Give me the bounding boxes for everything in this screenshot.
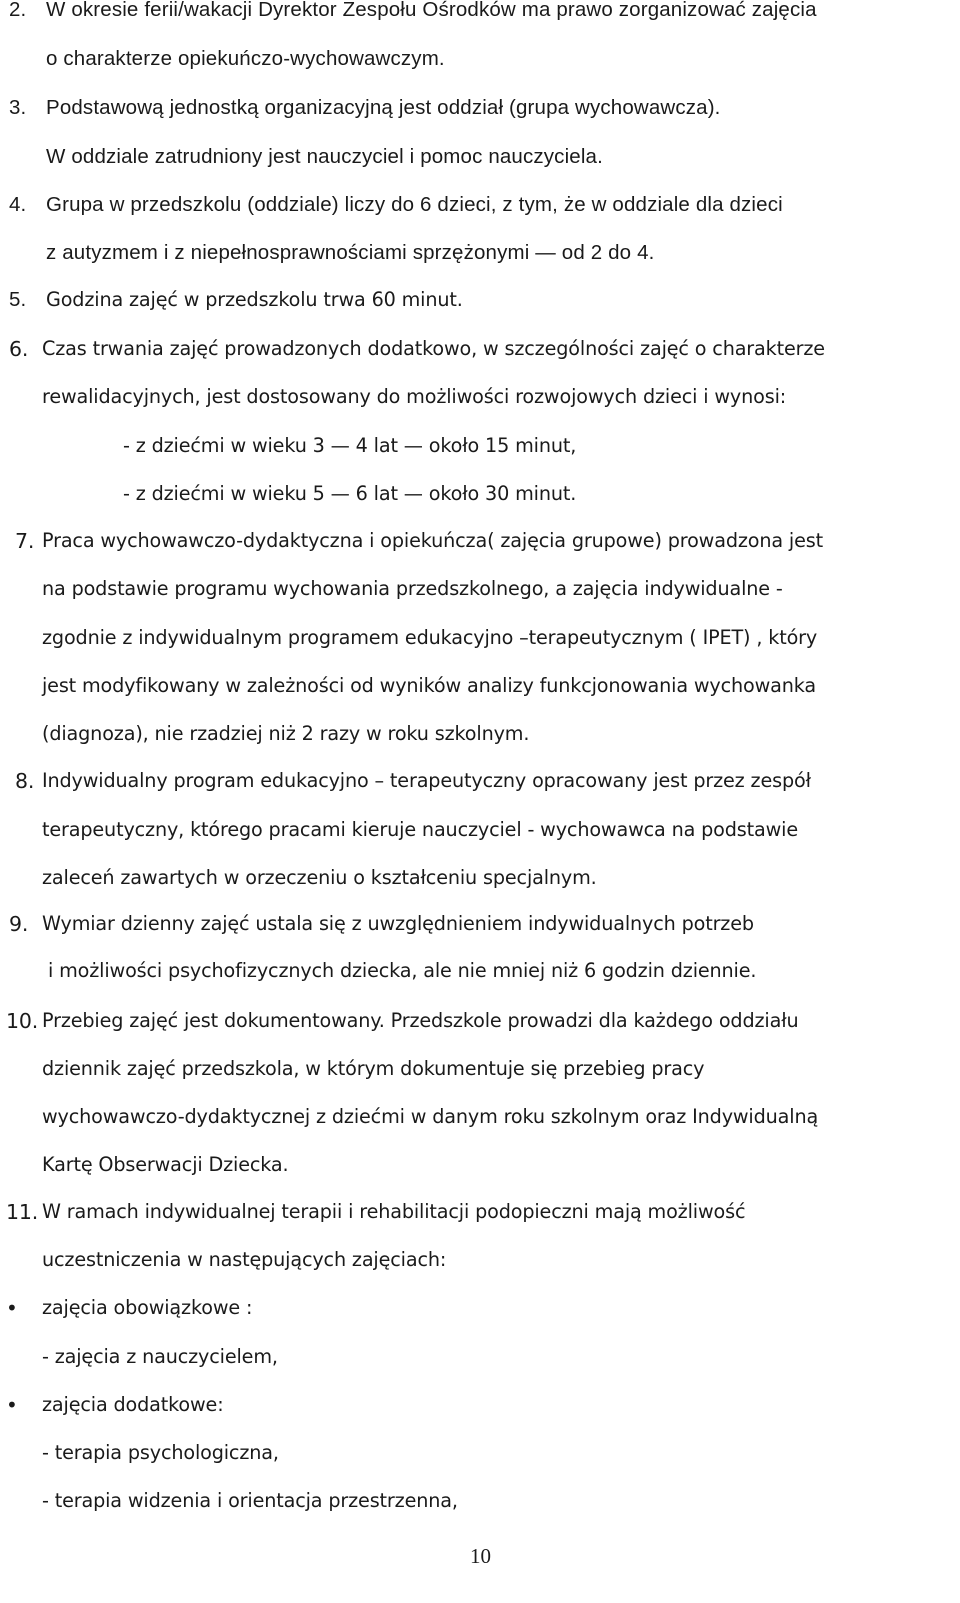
item-7-number: 7. <box>15 529 35 553</box>
bullet-2-sub-2: - terapia widzenia i orientacja przestrzenna, <box>42 1489 458 1512</box>
item-7-line-1: Praca wychowawczo-dydaktyczna i opiekuńcza( zajęcia grupowe) prowadzona jest <box>42 529 823 552</box>
item-10-line-2: dziennik zajęć przedszkola, w którym dokumentuje się przebieg pracy <box>42 1057 705 1080</box>
bullet-2-symbol: • <box>6 1393 18 1417</box>
item-3-line-1: Podstawową jednostką organizacyjną jest oddział (grupa wychowawcza). <box>46 96 721 119</box>
item-9-line-2: i możliwości psychofizycznych dziecka, ale nie mniej niż 6 godzin dziennie. <box>48 959 757 982</box>
item-3-number: 3. <box>9 96 27 119</box>
item-5-line-1: Godzina zajęć w przedszkolu trwa 60 minut. <box>46 288 463 311</box>
item-10-line-1: Przebieg zajęć jest dokumentowany. Przedszkole prowadzi dla każdego oddziału <box>42 1009 799 1032</box>
item-8-number: 8. <box>15 769 35 793</box>
item-6-line-1: Czas trwania zajęć prowadzonych dodatkowo, w szczególności zajęć o charakterze <box>42 337 825 360</box>
item-7-line-4: jest modyfikowany w zależności od wyników analizy funkcjonowania wychowanka <box>42 674 817 697</box>
item-4-number: 4. <box>9 193 27 216</box>
bullet-2-sub-1: - terapia psychologiczna, <box>42 1441 279 1464</box>
item-7-line-2: na podstawie programu wychowania przedszkolnego, a zajęcia indywidualne - <box>42 577 783 600</box>
item-6-sub-1: - z dziećmi w wieku 3 — 4 lat — około 15 minut, <box>123 434 577 457</box>
item-8-line-3: zaleceń zawartych w orzeczeniu o kształceniu specjalnym. <box>42 866 597 889</box>
item-2-line-1: W okresie ferii/wakacji Dyrektor Zespołu Ośrodków ma prawo zorganizować zajęcia <box>46 0 817 21</box>
item-2-number: 2. <box>9 0 27 21</box>
page-number: 10 <box>470 1544 491 1568</box>
item-10-line-3: wychowawczo-dydaktycznej z dziećmi w danym roku szkolnym oraz Indywidualną <box>42 1105 819 1128</box>
item-3-line-2: W oddziale zatrudniony jest nauczyciel i pomoc nauczyciela. <box>46 145 603 168</box>
item-9-line-1: Wymiar dzienny zajęć ustala się z uwzględnieniem indywidualnych potrzeb <box>42 912 754 935</box>
bullet-1-sub-1: - zajęcia z nauczycielem, <box>42 1345 278 1368</box>
item-11-number: 11. <box>6 1200 39 1224</box>
item-4-line-2: z autyzmem i z niepełnosprawnościami sprzężonymi — od 2 do 4. <box>46 241 655 264</box>
bullet-1-symbol: • <box>6 1296 18 1320</box>
item-8-line-1: Indywidualny program edukacyjno – terapeutyczny opracowany jest przez zespół <box>42 769 811 792</box>
item-10-number: 10. <box>6 1009 39 1033</box>
item-5-number: 5. <box>9 288 27 311</box>
bullet-2-text: zajęcia dodatkowe: <box>42 1393 224 1416</box>
item-6-line-2: rewalidacyjnych, jest dostosowany do możliwości rozwojowych dzieci i wynosi: <box>42 385 787 408</box>
item-11-line-1: W ramach indywidualnej terapii i rehabilitacji podopieczni mają możliwość <box>42 1200 746 1223</box>
bullet-1-text: zajęcia obowiązkowe : <box>42 1296 253 1319</box>
item-6-sub-2: - z dziećmi w wieku 5 — 6 lat — około 30 minut. <box>123 482 577 505</box>
item-7-line-5: (diagnoza), nie rzadziej niż 2 razy w roku szkolnym. <box>42 722 530 745</box>
item-8-line-2: terapeutyczny, którego pracami kieruje nauczyciel - wychowawca na podstawie <box>42 818 798 841</box>
item-4-line-1: Grupa w przedszkolu (oddziale) liczy do 6 dzieci, z tym, że w oddziale dla dzieci <box>46 193 783 216</box>
item-10-line-4: Kartę Obserwacji Dziecka. <box>42 1153 289 1176</box>
item-11-line-2: uczestniczenia w następujących zajęciach: <box>42 1248 447 1271</box>
item-9-number: 9. <box>9 912 29 936</box>
item-6-number: 6. <box>9 337 29 361</box>
item-7-line-3: zgodnie z indywidualnym programem edukacyjno –terapeutycznym ( IPET) , który <box>42 626 818 649</box>
item-2-line-2: o charakterze opiekuńczo-wychowawczym. <box>46 47 445 70</box>
